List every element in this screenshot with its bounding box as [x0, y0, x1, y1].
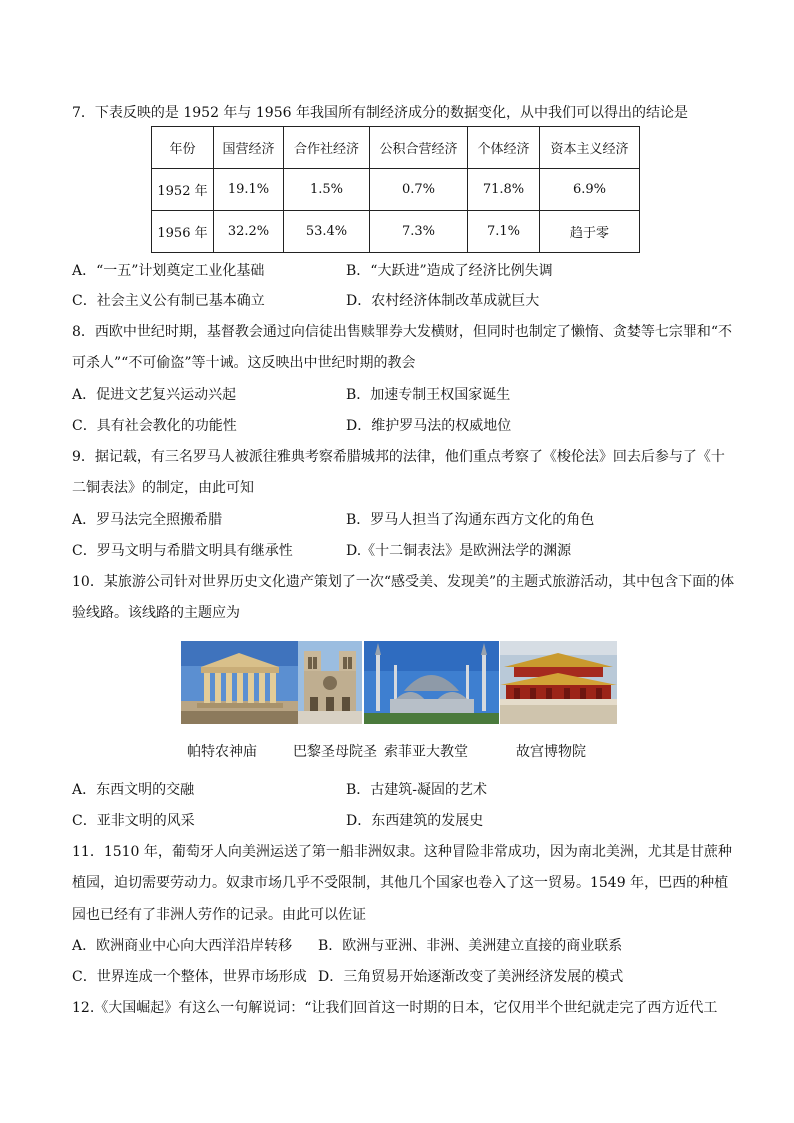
q9-stem-line2: 二铜表法》的制定，由此可知	[72, 480, 254, 496]
q7-option-b[interactable]: B．“大跃进”造成了经济比例失调	[346, 263, 553, 279]
hagia-sophia-photo	[364, 641, 499, 724]
q9-stem-line1: 9．据记载，有三名罗马人被派往雅典考察希腊城邦的法律，他们重点考察了《梭伦法》回去后参与了《十	[72, 449, 725, 465]
q8-option-d[interactable]: D．维护罗马法的权威地位	[346, 418, 512, 434]
q11-option-d[interactable]: D．三角贸易开始逐渐改变了美洲经济发展的模式	[318, 969, 624, 985]
table-cell: 7.3%	[370, 211, 468, 253]
q8-stem-line1: 8．西欧中世纪时期，基督教会通过向信徒出售赎罪券大发横财，但同时也制定了懒惰、贪婪等七宗罪和“不	[72, 324, 733, 340]
q10-option-c[interactable]: C．亚非文明的风采	[72, 813, 195, 829]
q9-option-c[interactable]: C．罗马文明与希腊文明具有继承性	[72, 543, 293, 559]
q7-economy-table	[151, 126, 640, 253]
q9-option-b[interactable]: B．罗马人担当了沟通东西方文化的角色	[346, 512, 595, 528]
q10-option-d[interactable]: D．东西建筑的发展史	[346, 813, 484, 829]
table-cell: 6.9%	[540, 169, 640, 211]
table-cell: 7.1%	[468, 211, 540, 253]
q11-stem-line2: 植园，迫切需要劳动力。奴隶市场几乎不受限制，其他几个国家也卷入了这一贸易。1549 年，巴西的种植	[72, 875, 729, 891]
table-cell: 1.5%	[284, 169, 370, 211]
q11-option-c[interactable]: C．世界连成一个整体，世界市场形成	[72, 969, 307, 985]
table-cell: 0.7%	[370, 169, 468, 211]
q10-stem-line2: 验线路。该线路的主题应为	[72, 605, 240, 621]
table-cell: 53.4%	[284, 211, 370, 253]
q7-option-a[interactable]: A．“一五”计划奠定工业化基础	[72, 263, 265, 279]
table-cell: 1952 年	[152, 169, 214, 211]
q11-option-a[interactable]: A．欧洲商业中心向大西洋沿岸转移	[72, 938, 293, 954]
q10-option-b[interactable]: B．古建筑-凝固的艺术	[346, 782, 488, 798]
q10-stem-line1: 10．某旅游公司针对世界历史文化遗产策划了一次“感受美、发现美”的主题式旅游活动，其中包含下面的体	[72, 574, 735, 590]
q11-option-b[interactable]: B．欧洲与亚洲、非洲、美洲建立直接的商业联系	[318, 938, 623, 954]
q8-option-b[interactable]: B．加速专制王权国家诞生	[346, 387, 511, 403]
q7-option-c[interactable]: C．社会主义公有制已基本确立	[72, 293, 265, 309]
table-header-cell: 合作社经济	[284, 127, 370, 169]
table-cell: 32.2%	[214, 211, 284, 253]
q7-option-d[interactable]: D．农村经济体制改革成就巨大	[346, 293, 540, 309]
q9-option-a[interactable]: A．罗马法完全照搬希腊	[72, 512, 223, 528]
table-header-cell: 公积合营经济	[370, 127, 468, 169]
q11-stem-line1: 11．1510 年，葡萄牙人向美洲运送了第一船非洲奴隶。这种冒险非常成功，因为南北美洲，尤其是甘蔗种	[72, 844, 732, 860]
table-header-cell: 个体经济	[468, 127, 540, 169]
caption-forbidden-city: 故宫博物院	[516, 744, 586, 760]
table-cell: 1956 年	[152, 211, 214, 253]
table-header-row	[152, 127, 640, 169]
q8-option-c[interactable]: C．具有社会教化的功能性	[72, 418, 237, 434]
caption-parthenon: 帕特农神庙	[187, 744, 257, 760]
notre-dame-photo	[298, 641, 362, 724]
table-row	[152, 211, 640, 253]
q8-stem-line2: 可杀人”“不可偷盗”等十诫。这反映出中世纪时期的教会	[72, 355, 416, 371]
q11-stem-line3: 园也已经有了非洲人劳作的记录。由此可以佐证	[72, 907, 366, 923]
table-cell: 趋于零	[540, 211, 640, 253]
table-row	[152, 169, 640, 211]
table-header-cell: 年份	[152, 127, 214, 169]
table-cell: 19.1%	[214, 169, 284, 211]
parthenon-photo	[181, 641, 298, 724]
forbidden-city-photo	[500, 641, 617, 724]
q9-option-d[interactable]: D.《十二铜表法》是欧洲法学的渊源	[346, 543, 572, 559]
q12-stem-line1: 12.《大国崛起》有这么一句解说词：“让我们回首这一时期的日本，它仅用半个世纪就走完了西方近代工	[72, 1000, 718, 1016]
table-header-cell: 国营经济	[214, 127, 284, 169]
caption-notre-dame: 巴黎圣母院圣	[293, 744, 377, 760]
caption-hagia-sophia: 索菲亚大教堂	[384, 744, 468, 760]
table-cell: 71.8%	[468, 169, 540, 211]
q8-option-a[interactable]: A．促进文艺复兴运动兴起	[72, 387, 237, 403]
q10-option-a[interactable]: A．东西文明的交融	[72, 782, 195, 798]
table-header-cell: 资本主义经济	[540, 127, 640, 169]
q7-stem: 7．下表反映的是 1952 年与 1956 年我国所有制经济成分的数据变化，从中我们可以得出的结论是	[72, 105, 688, 121]
